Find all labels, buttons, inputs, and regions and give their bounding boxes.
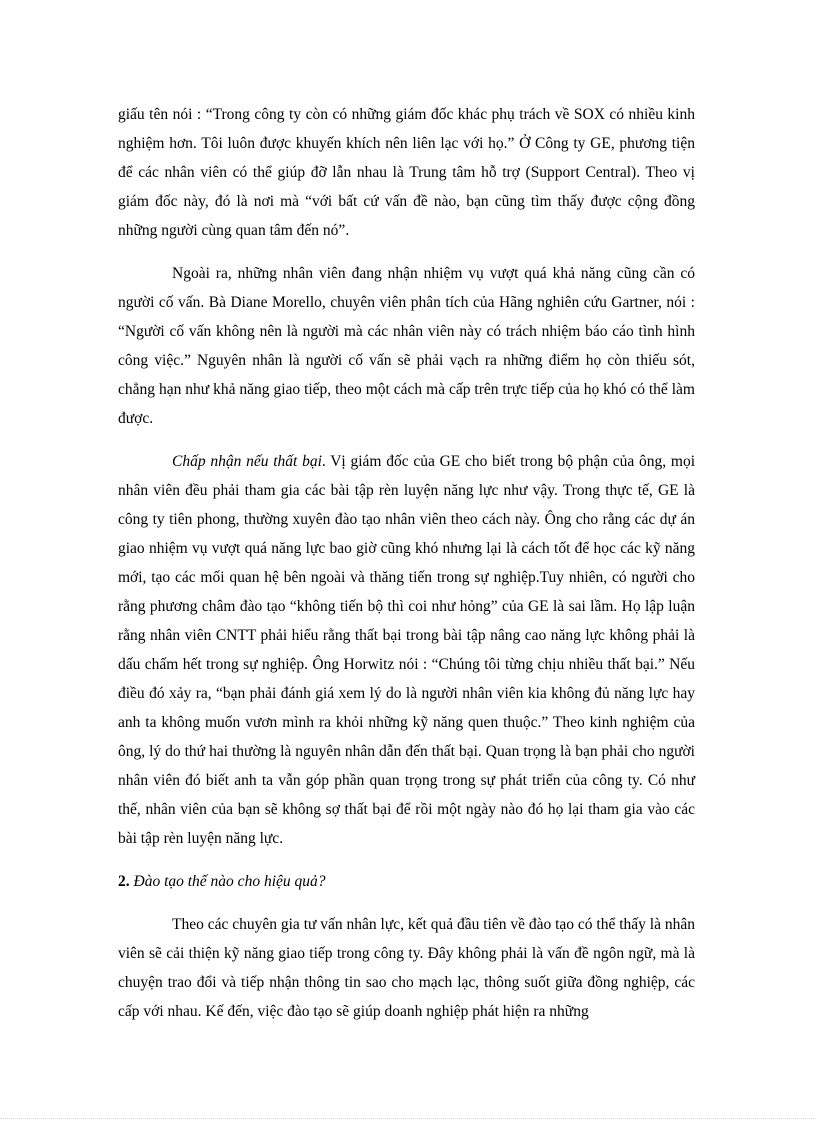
document-body xyxy=(118,100,695,1040)
section-heading xyxy=(118,867,695,896)
paragraph-lead-italic: Chấp nhận nếu thất bại xyxy=(172,453,322,470)
paragraph-training-effectiveness: Theo các chuyên gia tư vấn nhân lực, kết quả đầu tiên về đào tạo có thể thấy là nhân viên sẽ cải thiện kỹ năng giao tiếp trong công ty. Đây không phải là vấn đề ngôn ngữ, mà là chuyện trao đổi và tiếp nhận thông tin sao cho mạch lạc, thông suốt giữa đồng nghiệp, các cấp với nhau. Kế đến, việc đào tạo sẽ giúp doanh nghiệp phát hiện ra những xyxy=(118,916,695,1020)
section-heading-number: 2. xyxy=(118,873,130,890)
paragraph-support-central: giấu tên nói : “Trong công ty còn có những giám đốc khác phụ trách về SOX có nhiều kinh nghiệm hơn. Tôi luôn được khuyến khích nên liên lạc với họ.” Ở Công ty GE, phương tiện để các nhân viên có thể giúp đỡ lẫn nhau là Trung tâm hỗ trợ (Support Central). Theo vị giám đốc này, đó là nơi mà “với bất cứ vấn đề nào, bạn cũng tìm thấy được cộng đồng những người cùng quan tâm đến nó”. xyxy=(118,106,695,239)
page-bottom-divider xyxy=(0,1118,816,1119)
section-heading-title: Đào tạo thế nào cho hiệu quả? xyxy=(133,873,326,890)
paragraph-accept-failure-text: . Vị giám đốc của GE cho biết trong bộ phận của ông, mọi nhân viên đều phải tham gia các bài tập rèn luyện năng lực như vậy. Trong thực tế, GE là công ty tiên phong, thường xuyên đào tạo nhân viên theo cách này. Ông cho rằng các dự án giao nhiệm vụ vượt quá năng lực bao giờ cũng khó nhưng lại là cách tốt để học các kỹ năng mới, tạo các mối quan hệ bên ngoài và thăng tiến trong sự nghiệp.Tuy nhiên, có người cho rằng phương châm đào tạo “không tiến bộ thì coi như hỏng” của GE là sai lầm. Họ lập luận rằng nhân viên CNTT phải hiểu rằng thất bại trong bài tập nâng cao năng lực không phải là dấu chấm hết trong sự nghiệp. Ông Horwitz nói : “Chúng tôi từng chịu nhiều thất bại.” Nếu điều đó xảy ra, “bạn phải đánh giá xem lý do là người nhân viên kia không đủ năng lực hay anh ta không muốn vươn mình ra khỏi những kỹ năng quen thuộc.” Theo kinh nghiệm của ông, lý do thứ hai thường là nguyên nhân dẫn đến thất bại. Quan trọng là bạn phải cho người nhân viên đó biết anh ta vẫn góp phần quan trọng trong sự phát triển của công ty. Có như thế, nhân viên của bạn sẽ không sợ thất bại để rồi một ngày nào đó họ lại tham gia vào các bài tập rèn luyện năng lực. xyxy=(118,453,695,847)
paragraph-accept-failure xyxy=(118,447,695,853)
paragraph-mentor: Ngoài ra, những nhân viên đang nhận nhiệm vụ vượt quá khả năng cũng cần có người cố vấn. Bà Diane Morello, chuyên viên phân tích của Hãng nghiên cứu Gartner, nói : “Người cố vấn không nên là người mà các nhân viên này có trách nhiệm báo cáo tình hình công việc.” Nguyên nhân là người cố vấn sẽ phải vạch ra những điểm họ còn thiếu sót, chẳng hạn như khả năng giao tiếp, theo một cách mà cấp trên trực tiếp của họ khó có thể làm được. xyxy=(118,265,695,427)
